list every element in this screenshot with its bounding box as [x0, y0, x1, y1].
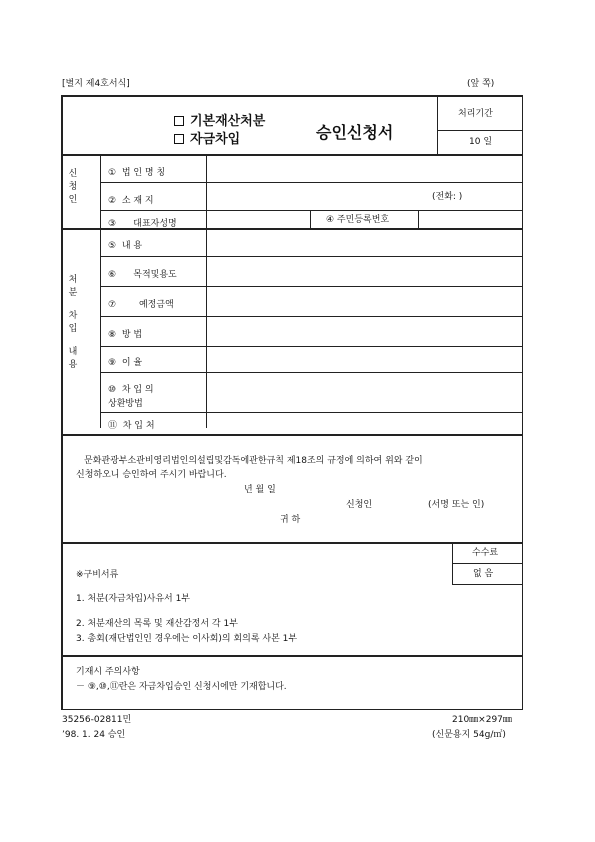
- details-line-3: [100, 316, 522, 317]
- field-repayment-label: ⑩ 차 입 의: [108, 385, 154, 395]
- form-number-label: [별지 제4호서식]: [62, 79, 130, 89]
- title-option-disposal: 기본재산처분: [174, 110, 265, 129]
- purpose-input[interactable]: [208, 258, 520, 285]
- approval-date: ’98. 1. 24 승인: [62, 730, 126, 740]
- notes-heading: 기재시 주의사항: [76, 667, 140, 677]
- repayment-input[interactable]: [208, 374, 520, 411]
- section-label-divider: [100, 155, 101, 428]
- details-line-2: [100, 286, 522, 287]
- form-title: 승인신청서: [316, 123, 394, 142]
- required-doc-3: 3. 총회(재단법인인 경우에는 이사회)의 회의록 사본 1부: [76, 634, 298, 644]
- label-value-divider: [206, 155, 207, 428]
- statement-top-line: [61, 434, 523, 436]
- field-purpose-label: ⑥ 목적및용도: [108, 270, 177, 280]
- checkbox-borrowing[interactable]: [174, 134, 184, 144]
- amount-input[interactable]: [208, 288, 520, 315]
- statement-line-2: 신청하오니 승인하여 주시기 바랍니다.: [76, 470, 227, 480]
- field-address-label: ② 소 재 지: [108, 196, 154, 206]
- processing-row-line: [437, 130, 522, 131]
- processing-divider: [437, 96, 438, 154]
- details-line-1: [100, 256, 522, 257]
- lender-input[interactable]: [208, 414, 520, 427]
- corp-name-input[interactable]: [208, 156, 520, 181]
- frame-left: [61, 95, 63, 710]
- docs-top-line: [61, 542, 523, 544]
- required-doc-1: 1. 처분(자금차입)사유서 1부: [76, 594, 190, 604]
- applicant-row-line-1: [100, 182, 522, 183]
- fee-bottom-line: [452, 584, 522, 585]
- field-corp-name-label: ① 법 인 명 칭: [108, 168, 166, 178]
- application-date: 년 월 일: [244, 485, 276, 495]
- applicant-sign-label: 신청인: [346, 500, 373, 510]
- checkbox-disposal[interactable]: [174, 116, 184, 126]
- processing-period-value: 10 일: [469, 137, 493, 147]
- addressee-label: 귀 하: [280, 515, 301, 525]
- frame-bottom: [61, 709, 523, 710]
- resident-number-label: ④ 주민등록번호: [326, 215, 390, 225]
- required-docs-heading: ※구비서류: [76, 570, 119, 580]
- field-method-label: ⑧ 방 법: [108, 330, 143, 340]
- notes-top-line: [61, 655, 523, 657]
- details-line-5: [100, 372, 522, 373]
- required-doc-2: 2. 처분재산의 목록 및 재산감정서 각 1부: [76, 619, 238, 629]
- details-line-4: [100, 346, 522, 347]
- address-input[interactable]: [208, 184, 428, 209]
- field-lender-label: ⑪ 차 입 처: [108, 421, 155, 431]
- form-code: 35256-02811민: [62, 715, 132, 725]
- field-interest-label: ⑨ 이 율: [108, 358, 143, 368]
- id-divider-1: [310, 210, 311, 228]
- field-representative-label: ③ 대표자성명: [108, 219, 177, 229]
- page-side-label: (앞 쪽): [467, 79, 495, 89]
- phone-label: (전화: ): [432, 192, 463, 202]
- statement-line-1: 문화관광부소관비영리법인의설립및감독에관한규칙 제18조의 규정에 의하여 위와 같이: [84, 456, 423, 466]
- details-line-6: [100, 412, 522, 413]
- title-option-borrowing: 자금차입: [174, 128, 240, 147]
- method-input[interactable]: [208, 318, 520, 345]
- fee-label: 수수료: [472, 548, 499, 558]
- paper-type: (신문용지 54g/㎡): [432, 730, 506, 740]
- frame-right: [522, 95, 523, 710]
- id-divider-2: [418, 210, 419, 228]
- signature-seal-label: (서명 또는 인): [428, 500, 485, 510]
- processing-period-label: 처리기간: [458, 109, 493, 119]
- paper-size: 210㎜×297㎜: [452, 715, 512, 725]
- frame-top: [61, 95, 523, 97]
- applicant-section-label: 신 청 인: [68, 169, 78, 205]
- notes-line: － ⑨,⑩,⑪란은 자금차입승인 신청시에만 기재합니다.: [76, 682, 287, 692]
- resident-number-input[interactable]: [420, 211, 520, 227]
- representative-input[interactable]: [208, 211, 308, 227]
- field-amount-label: ⑦ 예정금액: [108, 300, 174, 310]
- fee-value: 없 음: [473, 569, 494, 579]
- field-content-label: ⑤ 내 용: [108, 241, 143, 251]
- details-section-label: 처 분 차 입 내 용: [68, 275, 78, 370]
- interest-input[interactable]: [208, 348, 520, 371]
- field-repayment-label-2: 상환방법: [108, 399, 143, 409]
- content-input[interactable]: [208, 230, 520, 255]
- fee-row-line: [452, 563, 522, 564]
